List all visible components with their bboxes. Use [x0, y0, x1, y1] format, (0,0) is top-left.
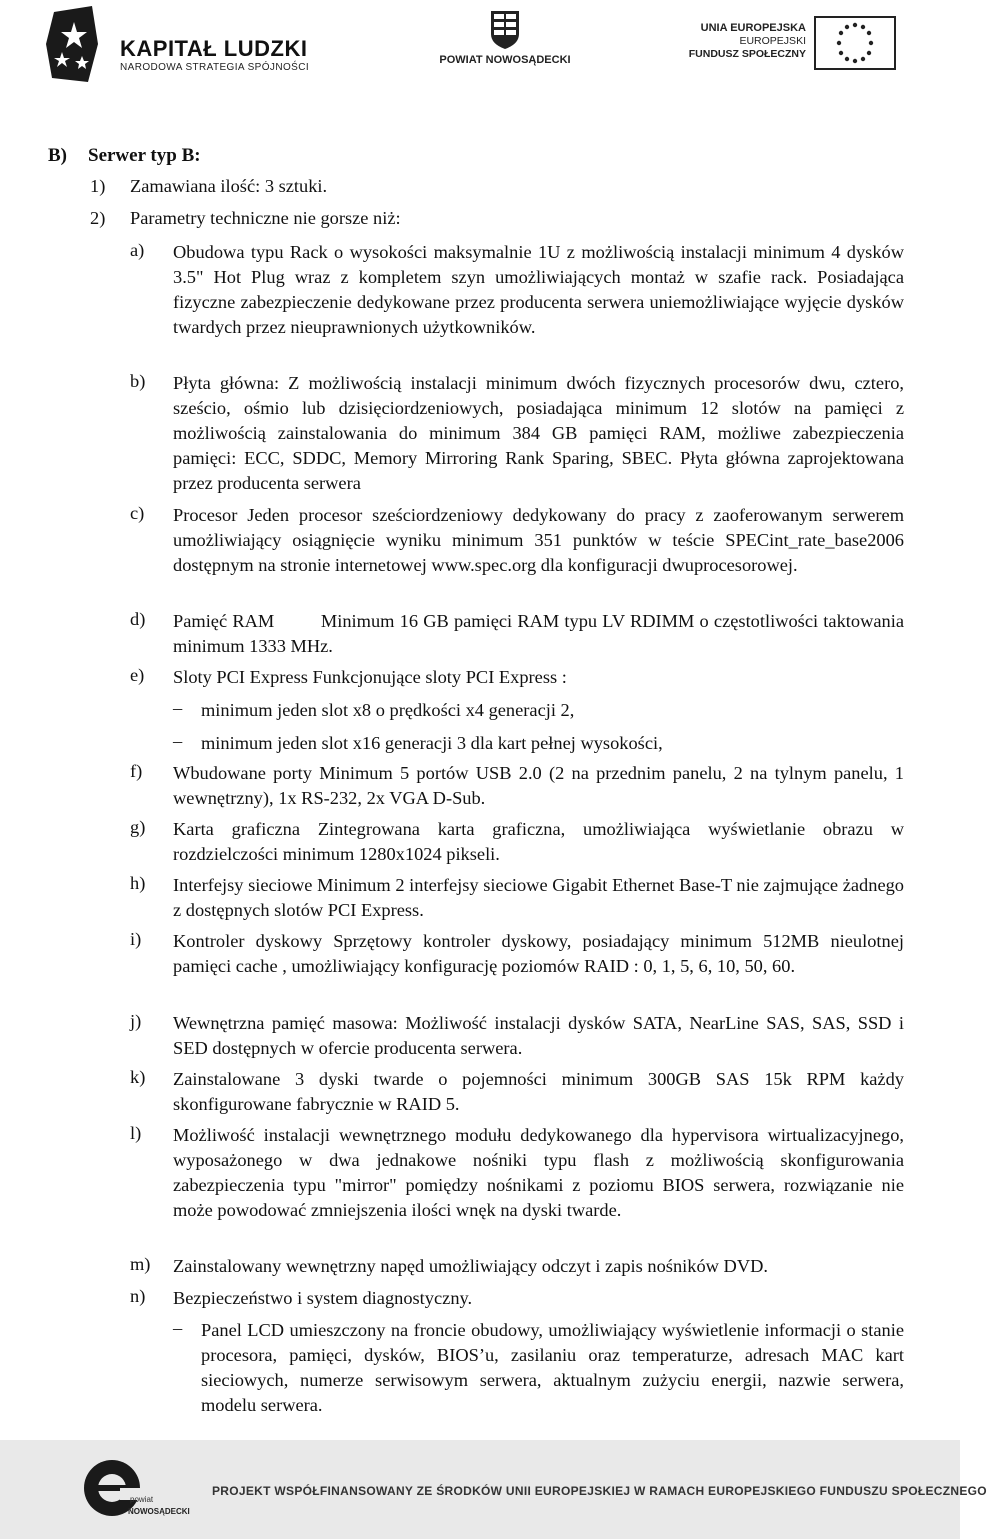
page-header: [0, 0, 960, 100]
item-text: Procesor Jeden procesor sześciordzeniowy dedykowany do pracy z zaoferowanym serwerem umożliwiający osiągnięcie wyniku minimum 351 punktów w teście SPECint_rate_base2006 dostępnym na stronie internetowej www.spec.org dla konfiguracji dwuprocesorowej.: [173, 505, 904, 575]
ue-line-1: UNIA EUROPEJSKA: [700, 22, 806, 34]
powiat-nowosadecki-logo: [430, 10, 580, 80]
intro-item-parameters: [90, 208, 401, 229]
ue-text-block: [689, 22, 806, 61]
item-text: Karta graficzna Zintegrowana karta graficzna, umożliwiająca wyświetlanie obrazu w rozdzielczości minimum 1280x1024 pikseli.: [173, 819, 904, 864]
item-label: e): [130, 665, 145, 685]
item-text: Sloty PCI Express Funkcjonujące sloty PCI Express :: [173, 667, 567, 687]
section-title: Serwer typ B:: [88, 145, 201, 166]
item-text-body: Minimum 16 GB pamięci RAM typu LV RDIMM o częstotliwości taktowania minimum 1333 MHz.: [173, 611, 904, 656]
item-text: Możliwość instalacji wewnętrznego modułu dedykowanego dla hypervisora wirtualizacyjnego, wyposażonego w dwa jednakowe nośniki typu flash z możliwością skonfigurowania zabezpieczenia typu "mirror" pomiędzy nośnikami z poziomu BIOS serwera, rozwiązanie nie może powodować zmniejszenia ilości wnęk na dyski twarde.: [173, 1125, 904, 1220]
kapital-ludzki-subtitle: NARODOWA STRATEGIA SPÓJNOŚCI: [120, 62, 310, 73]
item-label: n): [130, 1286, 146, 1306]
item-label: i): [130, 929, 142, 949]
list-label: 2): [90, 208, 106, 228]
item-label: f): [130, 761, 143, 781]
item-text: Obudowa typu Rack o wysokości maksymalnie 1U z możliwością instalacji minimum 4 dysków 3.5" Hot Plug wraz z kompletem szyn umożliwiających montaż w szafie rack. Posiadająca fizyczne zabezpieczenie dedykowane przez producenta serwera uniemożliwiające wyjęcie dysków twardych przez nieuprawnionych użytkowników.: [173, 242, 904, 337]
item-label: d): [130, 609, 146, 629]
item-label: b): [130, 371, 146, 391]
footer-logo-line2: NOWOSĄDECKI: [128, 1507, 190, 1516]
unia-europejska-logo: [688, 16, 900, 72]
subitem-text: minimum jeden slot x16 generacji 3 dla kart pełnej wysokości,: [201, 733, 663, 753]
kapital-ludzki-logo: [44, 4, 344, 86]
item-label: k): [130, 1067, 146, 1087]
coat-of-arms-icon: [490, 10, 520, 50]
item-label: m): [130, 1254, 151, 1274]
item-label: j): [130, 1011, 142, 1031]
dash-mark: –: [173, 731, 183, 751]
list-label: 1): [90, 176, 106, 196]
list-text: Parametry techniczne nie gorsze niż:: [130, 208, 401, 228]
item-text: Zainstalowany wewnętrzny napęd umożliwiający odczyt i zapis nośników DVD.: [173, 1256, 768, 1276]
item-label: g): [130, 817, 146, 837]
ue-line-3: FUNDUSZ SPOŁECZNY: [688, 48, 806, 60]
item-text: Kontroler dyskowy Sprzętowy kontroler dyskowy, posiadający minimum 512MB nieulotnej pamięci cache , umożliwiający konfigurację poziomów RAID : 0, 1, 5, 6, 10, 50, 60.: [173, 931, 904, 976]
footer-logo-line1: powiat: [130, 1495, 154, 1504]
page-footer: [0, 1440, 987, 1539]
list-text: Zamawiana ilość: 3 sztuki.: [130, 176, 328, 196]
item-text: Wewnętrzna pamięć masowa: Możliwość instalacji dysków SATA, NearLine SAS, SAS, SSD i SED dostępnych w ofercie producenta serwera.: [173, 1013, 904, 1058]
item-text: Zainstalowane 3 dyski twarde o pojemności minimum 300GB SAS 15k RPM każdy skonfigurowane fabrycznie w RAID 5.: [173, 1069, 904, 1114]
section-label: B): [48, 145, 67, 166]
subitem-text: minimum jeden slot x8 o prędkości x4 generacji 2,: [201, 700, 575, 720]
item-label: h): [130, 873, 146, 893]
kapital-ludzki-title: KAPITAŁ LUDZKI: [120, 36, 308, 61]
item-label: c): [130, 503, 145, 523]
item-text: Wbudowane porty Minimum 5 portów USB 2.0 (2 na przednim panelu, 2 na tylnym panelu, 1 wewnętrzny), 1x RS-232, 2x VGA D-Sub.: [173, 763, 904, 808]
item-text: Bezpieczeństwo i system diagnostyczny.: [173, 1288, 473, 1308]
intro-item-quantity: [90, 176, 327, 197]
item-text: [173, 609, 904, 659]
item-text: Interfejsy sieciowe Minimum 2 interfejsy sieciowe Gigabit Ethernet Base-T nie zajmujące żadnego z dostępnych slotów PCI Express.: [173, 875, 904, 920]
item-label: a): [130, 240, 145, 260]
item-text-heading: Pamięć RAM: [173, 611, 275, 631]
ue-line-2: EUROPEJSKI: [739, 35, 806, 47]
dash-mark: –: [173, 698, 183, 718]
powiat-nowosadecki-e-logo: [80, 1450, 190, 1528]
footer-project-text: PROJEKT WSPÓŁFINANSOWANY ZE ŚRODKÓW UNII EUROPEJSKIEJ W RAMACH EUROPEJSKIEGO FUNDUSZU SPOŁECZNEGO: [212, 1484, 987, 1498]
kapital-ludzki-emblem-icon: [44, 4, 102, 86]
dash-mark: –: [173, 1318, 183, 1338]
subitem-text: Panel LCD umieszczony na froncie obudowy, umożliwiający wyświetlenie informacji o stanie procesora, pamięci, dysków, BIOS’u, zasilaniu oraz temperaturze, adresach MAC kart sieciowych, numerze serwisowym serwera, aktualnym zużyciu energii, nazwie serwera, modelu serwera.: [201, 1320, 904, 1415]
item-text: Płyta główna: Z możliwością instalacji minimum dwóch fizycznych procesorów dwu, cztero, sześcio, ośmio lub dzisięciordzeniowych, posiadająca minimum 12 slotów na pamięci z możliwością zainstalowania do minimum 384 GB pamięci RAM, możliwe zabezpieczenia pamięci: ECC, SDDC, Memory Mirroring Rank Sparing, SBEC. Płyta główna zaprojektowana przez producenta serwera: [173, 373, 904, 493]
section-heading: [48, 145, 201, 167]
item-label: l): [130, 1123, 142, 1143]
powiat-nowosadecki-label: POWIAT NOWOSĄDECKI: [439, 54, 571, 66]
eu-flag-icon: [814, 16, 896, 70]
